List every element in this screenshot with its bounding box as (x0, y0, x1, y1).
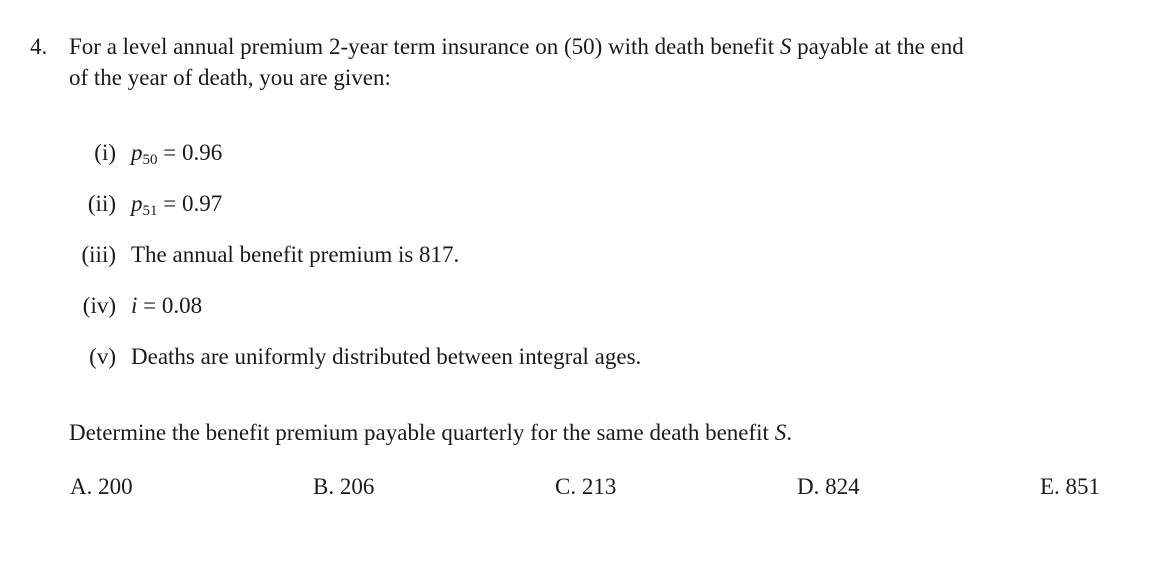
answer-choice-c[interactable]: C. 213 (555, 474, 617, 499)
item-subscript: 51 (142, 203, 158, 219)
item-value: = 0.97 (157, 191, 223, 216)
question-text-a: Determine the benefit premium payable quarterly for the same death benefit (69, 420, 775, 445)
problem-stem-line-1 (69, 34, 964, 60)
item-label: (iii) (81, 242, 116, 267)
item-variable: p (131, 191, 143, 216)
item-value: = 0.96 (157, 140, 223, 165)
stem-variable: S (779, 34, 792, 59)
stem-text-a: For a level annual premium 2-year term insurance on (50) with death benefit (69, 34, 780, 59)
item-label: (v) (89, 344, 116, 369)
answer-choice-b[interactable]: B. 206 (313, 474, 375, 499)
question-text-b: . (786, 420, 792, 445)
answer-choice-e[interactable]: E. 851 (1040, 474, 1101, 499)
item-formula (131, 293, 202, 319)
item-variable: p (131, 140, 143, 165)
problem-stem-line-2: of the year of death, you are given: (69, 65, 391, 90)
stem-text-b: payable at the end (791, 34, 964, 59)
item-value: = 0.08 (137, 293, 203, 318)
answer-choice-a[interactable]: A. 200 (70, 474, 133, 499)
answer-choice-d[interactable]: D. 824 (797, 474, 860, 499)
item-text: Deaths are uniformly distributed between integral ages. (131, 344, 642, 369)
question-variable: S (774, 420, 787, 445)
question-number: 4. (30, 34, 48, 59)
question-prompt (69, 420, 792, 446)
item-label: (i) (94, 140, 116, 165)
item-label: (iv) (82, 293, 116, 318)
item-subscript: 50 (142, 152, 158, 168)
item-variable: i (131, 293, 138, 318)
item-text: The annual benefit premium is 817. (131, 242, 460, 267)
item-formula (131, 140, 222, 169)
item-label: (ii) (87, 191, 116, 216)
item-formula (131, 191, 222, 220)
